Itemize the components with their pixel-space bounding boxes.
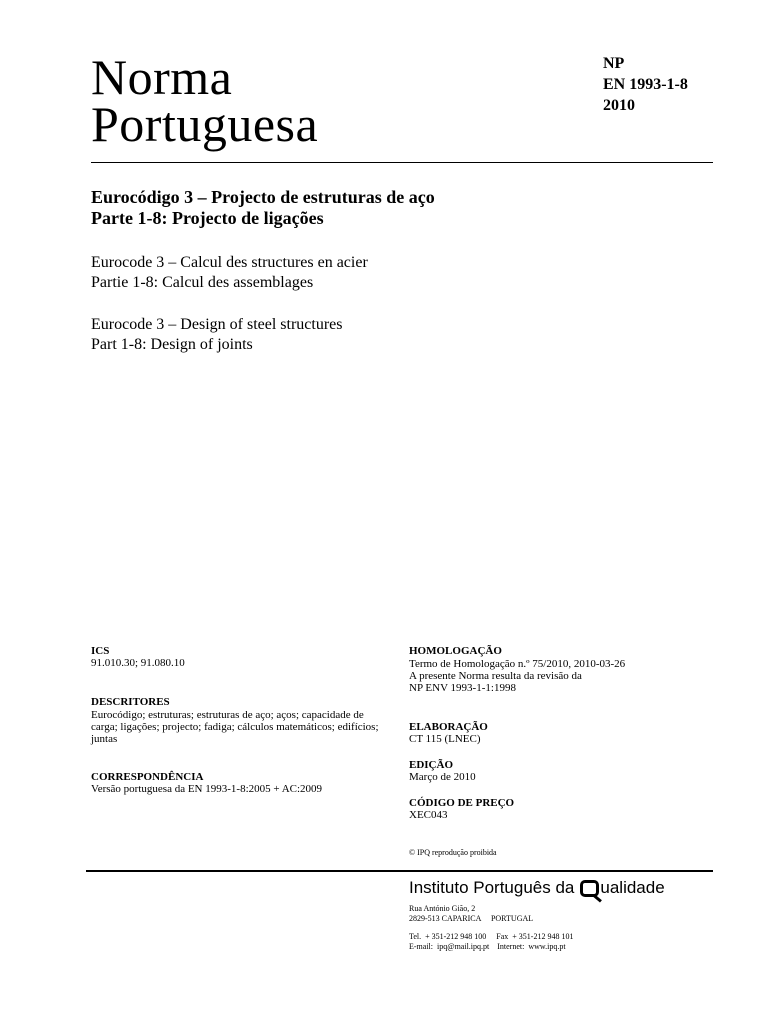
codigo-preco-label: CÓDIGO DE PREÇO [409, 797, 515, 809]
title-pt-line1: Eurocódigo 3 – Projecto de estruturas de aço [91, 187, 435, 207]
descritores-label: DESCRITORES [91, 696, 170, 708]
title-pt-line2: Parte 1-8: Projecto de ligações [91, 208, 324, 228]
correspondencia-label: CORRESPONDÊNCIA [91, 771, 204, 783]
standard-number: EN 1993-1-8 [603, 76, 688, 93]
contact-phone-fax: Tel. + 351-212 948 100 Fax + 351-212 948 101 [409, 932, 574, 941]
descritores-line3: juntas [91, 733, 118, 745]
homologacao-line3: NP ENV 1993-1-1:1998 [409, 682, 516, 694]
header-divider [91, 162, 713, 163]
elaboracao-label: ELABORAÇÃO [409, 721, 488, 733]
standard-year: 2010 [603, 97, 635, 114]
correspondencia-value: Versão portuguesa da EN 1993-1-8:2005 + AC:2009 [91, 783, 323, 795]
elaboracao-value: CT 115 (LNEC) [409, 733, 481, 745]
brand-title-line1: Norma [91, 49, 233, 105]
title-fr-line2: Partie 1-8: Calcul des assemblages [91, 274, 314, 291]
q-logo-icon [580, 880, 599, 897]
edicao-value: Março de 2010 [409, 771, 476, 783]
title-fr-line1: Eurocode 3 – Calcul des structures en acier [91, 254, 368, 271]
ics-label: ICS [91, 645, 110, 657]
descritores-line2: carga; ligações; projecto; fadiga; cálculos matemáticos; edifícios; [91, 721, 379, 733]
edicao-label: EDIÇÃO [409, 759, 454, 771]
institute-name-prefix: Instituto Português da [409, 878, 575, 897]
codigo-preco-value: XEC043 [409, 809, 448, 821]
homologacao-line1: Termo de Homologação n.º 75/2010, 2010-03-26 [409, 658, 626, 670]
institute-name [409, 878, 665, 898]
homologacao-line2: A presente Norma resulta da revisão da [409, 670, 582, 682]
title-en-line1: Eurocode 3 – Design of steel structures [91, 316, 343, 333]
institute-name-suffix: ualidade [600, 878, 665, 897]
homologacao-label: HOMOLOGAÇÃO [409, 645, 502, 657]
copyright-notice: © IPQ reprodução proibida [409, 848, 497, 857]
title-en-line2: Part 1-8: Design of joints [91, 336, 253, 353]
standard-type: NP [603, 55, 625, 72]
brand-title-line2: Portuguesa [91, 96, 319, 152]
descritores-line1: Eurocódigo; estruturas; estruturas de aço; aços; capacidade de [91, 709, 364, 721]
address-line2: 2829-513 CAPARICA PORTUGAL [409, 914, 534, 923]
footer-divider [86, 870, 713, 872]
ics-value: 91.010.30; 91.080.10 [91, 657, 185, 669]
address-line1: Rua António Gião, 2 [409, 904, 476, 913]
contact-email-web: E-mail: ipq@mail.ipq.pt Internet: www.ipq.pt [409, 942, 566, 951]
